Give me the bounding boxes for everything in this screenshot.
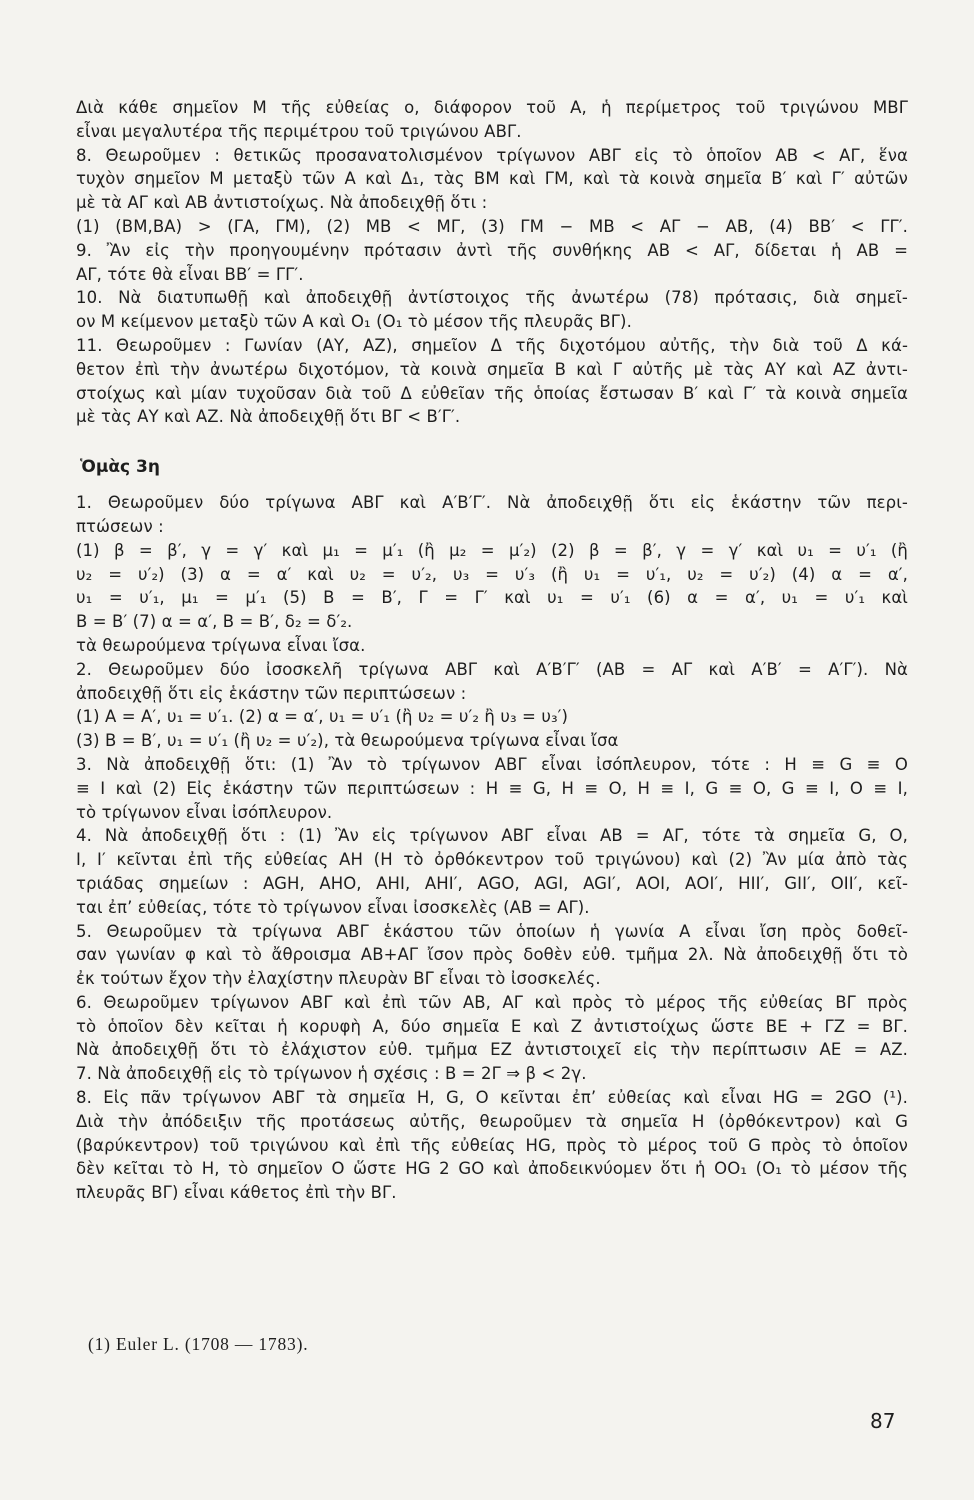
text-line: πλευρᾶς ΒΓ) εἶναι κάθετος ἐπὶ τὴν ΒΓ. [76, 1183, 397, 1203]
problem-9-line: 9. Ἂν εἰς τὴν προηγουμένην πρότασιν ἀντὶ τῆς συνθήκης ΑΒ < ΑΓ, δίδεται ἡ ΑΒ = [76, 240, 908, 260]
text-line: Ι, Ι′ κεῖνται ἐπὶ τῆς εὐθείας ΑΗ (Η τὸ ὀρθόκεντρον τοῦ τριγώνου) καὶ (2) Ἂν μία ἀπὸ τὰς [76, 850, 908, 870]
text-line: τυχὸν σημεῖον Μ μεταξὺ τῶν Α καὶ Δ₁, τὰς ΒΜ καὶ ΓΜ, καὶ τὰ κοινὰ σημεῖα Β′ καὶ Γ′ αὐτῶν [76, 169, 908, 189]
problem-1-line: 1. Θεωροῦμεν δύο τρίγωνα ΑΒΓ καὶ Α′Β′Γ′. Νὰ ἀποδειχθῇ ὅτι εἰς ἑκάστην τῶν περι- [76, 493, 908, 513]
problem-5-line: 5. Θεωροῦμεν τὰ τρίγωνα ΑΒΓ ἑκάστου τῶν ὁποίων ἡ γωνία Α εἶναι ἴση πρὸς δοθεῖ- [76, 921, 908, 941]
page-number: 87 [870, 1409, 896, 1433]
text-line: ΑΓ, τότε θὰ εἶναι ΒΒ′ = ΓΓ′. [76, 264, 304, 284]
text-line: ἀποδειχθῇ ὅτι εἰς ἑκάστην τῶν περιπτώσεων : [76, 683, 467, 703]
text-line: ἐκ τούτων ἔχον τὴν ἐλαχίστην πλευρὰν ΒΓ εἶναι τὸ ἰσοσκελές. [76, 969, 601, 989]
problem-11-line: 11. Θεωροῦμεν : Γωνίαν (ΑΥ, ΑΖ), σημεῖον Δ τῆς διχοτόμου αὐτῆς, τὴν διὰ τοῦ Δ κά- [76, 335, 908, 355]
problem-2-line: 2. Θεωροῦμεν δύο ἰσοσκελῆ τρίγωνα ΑΒΓ καὶ Α′Β′Γ′ (ΑΒ = ΑΓ καὶ Α′Β′ = Α′Γ′). Νὰ [76, 659, 908, 679]
text-line: ≡ Ι καὶ (2) Εἰς ἑκάστην τῶν περιπτώσεων : Η ≡ G, Η ≡ Ο, Η ≡ Ι, G ≡ Ο, G ≡ Ι, Ο ≡ Ι, [76, 778, 908, 798]
problem-4-line: 4. Νὰ ἀποδειχθῇ ὅτι : (1) Ἂν εἰς τρίγωνον ΑΒΓ εἶναι ΑΒ = ΑΓ, τότε τὰ σημεῖα G, Ο, [76, 826, 908, 846]
text-line: (1) β = β′, γ = γ′ καὶ μ₁ = μ′₁ (ἢ μ₂ = μ′₂) (2) β = β′, γ = γ′ καὶ υ₁ = υ′₁ (ἢ [76, 540, 908, 560]
problem-7-line: 7. Νὰ ἀποδειχθῇ εἰς τὸ τρίγωνον ἡ σχέσις : Β = 2Γ ⇒ β < 2γ. [76, 1064, 587, 1084]
footnote: (1) Euler L. (1708 — 1783). [88, 1334, 309, 1354]
text-line: θετον ἐπὶ τὴν ἀνωτέρω διχοτόμον, τὰ κοινὰ σημεῖα Β καὶ Γ αὐτῆς μὲ τὰς ΑΥ καὶ ΑΖ ἀντι- [76, 359, 908, 379]
text-line: τριάδας σημείων : AGH, ΑΗΟ, ΑΗΙ, ΑΗΙ′, AGO, AGI, AGI′, ΑΟΙ, ΑΟΙ′, ΗΙΙ′, GII′, ΟΙΙ′, κεῖ- [76, 873, 908, 893]
text-line: εἶναι μεγαλυτέρα τῆς περιμέτρου τοῦ τριγώνου ΑΒΓ. [76, 121, 522, 141]
text-line: Νὰ ἀποδειχθῇ ὅτι τὸ ἐλάχιστον εὐθ. τμῆμα ΕΖ ἀντιστοιχεῖ εἰς τὴν περίπτωσιν ΑΕ = ΑΖ. [76, 1040, 908, 1060]
text-line: (βαρύκεντρον) τοῦ τριγώνου καὶ ἐπὶ τῆς εὐθείας HG, πρὸς τὸ μέρος τοῦ G πρὸς τὸ ὁποῖον [76, 1135, 908, 1155]
text-line: τὸ τρίγωνον εἶναι ἰσόπλευρον. [76, 802, 333, 822]
text-line: πτώσεων : [76, 516, 164, 536]
text-line: (1) (ΒΜ,ΒΑ) > (ΓΑ, ΓΜ), (2) ΜΒ < ΜΓ, (3) ΓΜ − ΜΒ < ΑΓ − ΑΒ, (4) ΒΒ′ < ΓΓ′. [76, 216, 908, 236]
text-line: ται ἐπ’ εὐθείας, τότε τὸ τρίγωνον εἶναι ἰσοσκελὲς (ΑΒ = ΑΓ). [76, 897, 590, 917]
text-line: δὲν κεῖται τὸ Η, τὸ σημεῖον Ο ὥστε HG 2 GO καὶ ἀποδεικνύομεν ὅτι ἡ ΟΟ₁ (Ο₁ τὸ μέσον τῆς [76, 1159, 908, 1179]
section-heading: Ὁμὰς 3η [80, 457, 160, 478]
text-line: σαν γωνίαν φ καὶ τὸ ἄθροισμα ΑΒ+ΑΓ ἴσον πρὸς δοθὲν εὐθ. τμῆμα 2λ. Νὰ ἀποδειχθῇ ὅτι τὸ [76, 945, 908, 965]
text-line: (1) Α = Α′, υ₁ = υ′₁. (2) α = α′, υ₁ = υ′₁ (ἢ υ₂ = υ′₂ ἢ υ₃ = υ₃′) [76, 707, 569, 727]
text-line: (3) Β = Β′, υ₁ = υ′₁ (ἢ υ₂ = υ′₂), τὰ θεωρούμενα τρίγωνα εἶναι ἴσα [76, 731, 619, 751]
text-line: Β = Β′ (7) α = α′, Β = Β′, δ₂ = δ′₂. [76, 612, 353, 632]
problem-8-line: 8. Θεωροῦμεν : θετικῶς προσανατολισμένον τρίγωνον ΑΒΓ εἰς τὸ ὁποῖον ΑΒ < ΑΓ, ἕνα [76, 145, 908, 165]
text-line: τὸ ὁποῖον δὲν κεῖται ἡ κορυφὴ Α, δύο σημεῖα Ε καὶ Ζ ἀντιστοίχως ὥστε ΒΕ + ΓΖ = ΒΓ. [76, 1016, 908, 1036]
text-line: μὲ τὰς ΑΥ καὶ ΑΖ. Νὰ ἀποδειχθῇ ὅτι ΒΓ < Β′Γ′. [76, 407, 461, 427]
problem-6-line: 6. Θεωροῦμεν τρίγωνον ΑΒΓ καὶ ἐπὶ τῶν ΑΒ, ΑΓ καὶ πρὸς τὸ μέρος τῆς εὐθείας ΒΓ πρὸς [76, 992, 908, 1012]
problem-10-line: 10. Νὰ διατυπωθῇ καὶ ἀποδειχθῇ ἀντίστοιχος τῆς ἀνωτέρω (78) πρότασις, διὰ σημεῖ- [76, 288, 908, 308]
page-body [76, 96, 908, 1205]
text-line: στοίχως καὶ μίαν τυχοῦσαν διὰ τοῦ Δ εὐθεῖαν τῆς ὁποίας ἔστωσαν Β′ καὶ Γ′ τὰ κοινὰ σημεῖα [76, 383, 908, 403]
text-line: υ₂ = υ′₂) (3) α = α′ καὶ υ₂ = υ′₂, υ₃ = υ′₃ (ἢ υ₁ = υ′₁, υ₂ = υ′₂) (4) α = α′, [76, 564, 908, 584]
text-line: Διὰ τὴν ἀπόδειξιν τῆς προτάσεως αὐτῆς, θεωροῦμεν τὰ σημεῖα Η (ὀρθόκεντρον) καὶ G [76, 1111, 908, 1131]
problem-3-line: 3. Νὰ ἀποδειχθῇ ὅτι: (1) Ἂν τὸ τρίγωνον ΑΒΓ εἶναι ἰσόπλευρον, τότε : Η ≡ G ≡ Ο [76, 754, 908, 774]
text-line: Διὰ κάθε σημεῖον Μ τῆς εὐθείας ο, διάφορον τοῦ Α, ἡ περίμετρος τοῦ τριγώνου ΜΒΓ [76, 98, 908, 117]
problem-8b-line: 8. Εἰς πᾶν τρίγωνον ΑΒΓ τὰ σημεῖα Η, G, Ο κεῖνται ἐπ’ εὐθείας καὶ εἶναι HG = 2GO (¹). [76, 1088, 908, 1108]
text-line: μὲ τὰ ΑΓ καὶ ΑΒ ἀντιστοίχως. Νὰ ἀποδειχθῇ ὅτι : [76, 193, 488, 213]
text-line: τὰ θεωρούμενα τρίγωνα εἶναι ἴσα. [76, 635, 366, 655]
spacer [76, 429, 908, 451]
text-line: υ₁ = υ′₁, μ₁ = μ′₁ (5) Β = Β′, Γ = Γ′ καὶ υ₁ = υ′₁ (6) α = α′, υ₁ = υ′₁ καὶ [76, 588, 908, 608]
spacer [76, 481, 908, 491]
text-line: ον Μ κείμενον μεταξὺ τῶν Α καὶ Ο₁ (Ο₁ τὸ μέσον τῆς πλευρᾶς ΒΓ). [76, 312, 632, 332]
